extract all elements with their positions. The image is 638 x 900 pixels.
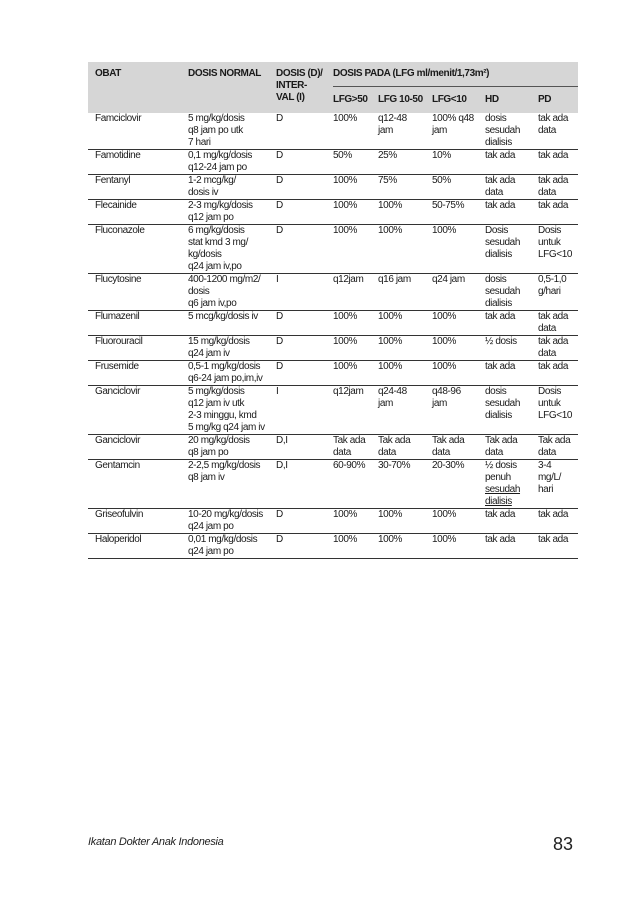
cell-obat-text: Frusemide [95,361,139,372]
cell-lfg-lt10-text: 20-30% [432,460,465,471]
cell-lfg-10-50 [378,274,432,311]
cell-pd [538,225,578,274]
cell-hd-text: tak ada [485,534,516,545]
cell-dosis-normal-text: 2-2,5 mg/kg/dosis q8 jam iv [188,460,261,483]
cell-lfg-10-50-text: 100% [378,336,402,347]
cell-dosis-normal [188,175,276,200]
cell-obat-text: Ganciclovir [95,435,141,446]
cell-hd [485,200,538,225]
cell-lfg-gt50-text: 100% [333,534,357,545]
cell-dosis-interval [276,200,333,225]
cell-obat [88,509,188,534]
cell-pd-text: 0,5-1,0 g/hari [538,274,567,297]
cell-lfg-10-50 [378,150,432,175]
cell-lfg-10-50-text: q24-48 jam [378,386,407,409]
cell-lfg-10-50 [378,361,432,386]
cell-dosis-normal [188,311,276,336]
cell-hd [485,435,538,460]
cell-dosis-normal-text: 0,1 mg/kg/dosis q12-24 jam po [188,150,253,173]
cell-obat-text: Flucytosine [95,274,142,285]
cell-pd-text: tak ada [538,200,569,211]
cell-obat-text: Fentanyl [95,175,131,186]
cell-lfg-10-50 [378,175,432,200]
cell-lfg-10-50-text: 30-70% [378,460,411,471]
cell-lfg-gt50 [333,361,378,386]
cell-hd-text: tak ada [485,509,516,520]
cell-dosis-normal [188,200,276,225]
cell-pd [538,460,578,509]
cell-hd-text: dosis sesudah dialisis [485,113,521,148]
cell-obat [88,534,188,559]
cell-dosis-normal-text: 5 mg/kg/dosis q8 jam po utk 7 hari [188,113,245,148]
cell-hd-text: tak ada [485,311,516,322]
cell-hd [485,311,538,336]
cell-lfg-gt50 [333,435,378,460]
cell-lfg-lt10 [432,534,485,559]
cell-lfg-lt10 [432,311,485,336]
cell-dosis-interval-text: D [276,336,283,347]
cell-dosis-interval [276,113,333,150]
cell-hd-text: ½ dosis [485,336,517,347]
cell-lfg-lt10 [432,361,485,386]
cell-dosis-interval [276,274,333,311]
renal-dosing-table [88,62,578,559]
cell-lfg-lt10-text: q48-96 jam [432,386,461,409]
cell-lfg-gt50 [333,113,378,150]
cell-pd-text: tak ada data [538,175,569,198]
cell-lfg-gt50-text: 100% [333,200,357,211]
cell-dosis-interval-text: D,I [276,460,288,471]
cell-dosis-interval [276,509,333,534]
cell-obat-text: Griseofulvin [95,509,143,520]
cell-dosis-normal [188,336,276,361]
cell-obat-text: Famciclovir [95,113,142,124]
cell-obat [88,200,188,225]
cell-hd [485,274,538,311]
cell-lfg-gt50 [333,534,378,559]
cell-lfg-10-50-text: 25% [378,150,397,161]
cell-dosis-normal-text: 6 mg/kg/dosis stat kmd 3 mg/ kg/dosis q24 jam iv,po [188,225,248,272]
cell-dosis-normal-text: 0,01 mg/kg/dosis q24 jam po [188,534,258,557]
cell-obat [88,113,188,150]
cell-hd [485,460,538,509]
cell-obat-text: Fluconazole [95,225,145,236]
table-row [88,386,578,435]
table-row [88,200,578,225]
cell-lfg-10-50 [378,386,432,435]
cell-lfg-10-50-text: 75% [378,175,397,186]
cell-lfg-lt10-text: 100% [432,361,456,372]
cell-dosis-normal [188,386,276,435]
cell-lfg-gt50-text: 100% [333,311,357,322]
cell-dosis-interval-text: D [276,509,283,520]
cell-lfg-10-50 [378,509,432,534]
cell-dosis-normal [188,113,276,150]
cell-lfg-10-50-text: 100% [378,225,402,236]
cell-dosis-interval [276,311,333,336]
cell-dosis-interval-text: D [276,113,283,124]
cell-lfg-lt10 [432,225,485,274]
cell-lfg-lt10 [432,336,485,361]
cell-pd [538,534,578,559]
footer-publisher: Ikatan Dokter Anak Indonesia [88,836,224,848]
cell-obat [88,274,188,311]
cell-dosis-normal [188,509,276,534]
cell-lfg-lt10 [432,200,485,225]
cell-dosis-interval-text: D [276,150,283,161]
cell-pd-text: tak ada [538,361,569,372]
cell-dosis-interval [276,336,333,361]
cell-lfg-10-50 [378,200,432,225]
cell-lfg-10-50-text: 100% [378,200,402,211]
cell-obat [88,460,188,509]
cell-pd [538,175,578,200]
cell-hd-text: tak ada [485,150,516,161]
cell-dosis-interval-text: D,I [276,435,288,446]
cell-obat-text: Famotidine [95,150,141,161]
cell-dosis-normal [188,225,276,274]
cell-dosis-interval [276,460,333,509]
cell-obat-text: Gentamcin [95,460,140,471]
cell-lfg-gt50-text: q12jam [333,274,364,285]
cell-lfg-lt10-text: 100% [432,336,456,347]
cell-lfg-gt50 [333,150,378,175]
cell-dosis-normal [188,460,276,509]
cell-lfg-lt10 [432,175,485,200]
cell-dosis-interval [276,435,333,460]
cell-lfg-gt50 [333,200,378,225]
header-pd: PD [538,87,578,114]
cell-dosis-normal [188,150,276,175]
cell-lfg-lt10 [432,386,485,435]
table-body [88,113,578,559]
cell-lfg-10-50-text: q16 jam [378,274,411,285]
cell-obat-text: Haloperidol [95,534,142,545]
cell-hd [485,361,538,386]
page-number: 83 [553,834,574,854]
cell-lfg-lt10-text: 100% [432,225,456,236]
table-row [88,336,578,361]
header-lfg-gt50: LFG>50 [333,87,378,114]
cell-lfg-10-50 [378,460,432,509]
cell-lfg-lt10 [432,435,485,460]
table-row [88,113,578,150]
cell-pd [538,113,578,150]
cell-obat [88,150,188,175]
header-dosis-normal: DOSIS NORMAL [188,62,276,113]
cell-dosis-interval [276,534,333,559]
cell-lfg-lt10-text: Tak ada data [432,435,465,458]
header-lfg-10-50: LFG 10-50 [378,87,432,114]
cell-lfg-10-50-text: 100% [378,534,402,545]
cell-lfg-10-50 [378,336,432,361]
cell-hd-text: tak ada [485,200,516,211]
table-row [88,509,578,534]
cell-pd-text: tak ada [538,534,569,545]
cell-lfg-10-50 [378,113,432,150]
cell-dosis-normal [188,361,276,386]
cell-lfg-10-50 [378,435,432,460]
cell-dosis-interval-text: D [276,200,283,211]
cell-dosis-interval [276,361,333,386]
cell-obat [88,336,188,361]
cell-lfg-gt50-text: 60-90% [333,460,366,471]
cell-lfg-lt10-text: 100% [432,311,456,322]
cell-lfg-gt50 [333,509,378,534]
cell-lfg-lt10-text: 100% [432,534,456,545]
cell-lfg-gt50-text: 50% [333,150,352,161]
cell-obat-text: Ganciclovir [95,386,141,397]
cell-lfg-10-50-text: Tak ada data [378,435,411,458]
cell-lfg-gt50-text: 100% [333,336,357,347]
cell-dosis-normal [188,274,276,311]
cell-hd-text: tak ada data [485,175,516,198]
cell-dosis-normal-text: 0,5-1 mg/kg/dosis q6-24 jam po,im,iv [188,361,263,384]
cell-dosis-normal-text: 20 mg/kg/dosis q8 jam po [188,435,250,458]
cell-hd [485,534,538,559]
cell-hd [485,509,538,534]
cell-dosis-interval-text: D [276,361,283,372]
cell-lfg-gt50-text: 100% [333,175,357,186]
cell-dosis-interval [276,225,333,274]
cell-lfg-10-50 [378,311,432,336]
cell-lfg-lt10 [432,274,485,311]
cell-dosis-normal-text: 5 mg/kg/dosis q12 jam iv utk 2-3 minggu, kmd 5 mg/kg q24 jam iv [188,386,265,433]
cell-dosis-interval [276,150,333,175]
cell-pd-text: tak ada data [538,336,569,359]
cell-hd [485,225,538,274]
cell-lfg-10-50-text: 100% [378,311,402,322]
cell-pd-text: 3-4 mg/L/ hari [538,460,562,495]
cell-hd-text: dosis sesudah dialisis [485,274,521,309]
cell-dosis-interval [276,175,333,200]
cell-pd-text: Dosis untuk LFG<10 [538,386,573,421]
cell-lfg-gt50-text: 100% [333,225,357,236]
cell-lfg-gt50 [333,225,378,274]
cell-pd-text: Dosis untuk LFG<10 [538,225,573,260]
table-row [88,534,578,559]
cell-hd-text: Dosis sesudah dialisis [485,225,521,260]
table-row [88,150,578,175]
cell-lfg-10-50-text: 100% [378,361,402,372]
cell-hd [485,150,538,175]
cell-hd-text: ½ dosis penuh [485,460,517,483]
cell-pd-text: Tak ada data [538,435,571,458]
cell-lfg-10-50 [378,225,432,274]
table-row [88,311,578,336]
cell-dosis-interval-text: D [276,225,283,236]
cell-dosis-normal-text: 15 mg/kg/dosis q24 jam iv [188,336,250,359]
cell-lfg-lt10-text: 100% [432,509,456,520]
cell-hd [485,386,538,435]
cell-hd [485,175,538,200]
cell-dosis-interval [276,386,333,435]
cell-obat [88,311,188,336]
cell-pd [538,361,578,386]
header-obat: OBAT [88,62,188,113]
cell-pd [538,336,578,361]
cell-lfg-lt10 [432,460,485,509]
cell-obat [88,386,188,435]
cell-lfg-lt10-text: 50% [432,175,451,186]
cell-lfg-lt10 [432,150,485,175]
cell-dosis-interval-text: I [276,274,279,285]
cell-lfg-lt10 [432,509,485,534]
cell-lfg-gt50-text: 100% [333,361,357,372]
cell-dosis-normal-text: 2-3 mg/kg/dosis q12 jam po [188,200,253,223]
cell-pd [538,311,578,336]
cell-lfg-10-50-text: 100% [378,509,402,520]
cell-obat [88,361,188,386]
table-row [88,435,578,460]
cell-lfg-gt50 [333,274,378,311]
cell-lfg-gt50-text: 100% [333,509,357,520]
header-dosis-pada-lfg: DOSIS PADA (LFG ml/menit/1,73m²) [333,62,578,87]
cell-hd-text: Tak ada data [485,435,518,458]
cell-lfg-gt50 [333,336,378,361]
cell-pd [538,386,578,435]
cell-lfg-lt10 [432,113,485,150]
cell-hd-text: tak ada [485,361,516,372]
cell-dosis-interval-text: D [276,175,283,186]
cell-pd-text: tak ada [538,150,569,161]
cell-obat [88,435,188,460]
cell-pd [538,150,578,175]
cell-obat-text: Fluorouracil [95,336,143,347]
header-lfg-lt10: LFG<10 [432,87,485,114]
cell-dosis-normal-text: 1-2 mcg/kg/ dosis iv [188,175,236,198]
cell-lfg-lt10-text: q24 jam [432,274,465,285]
cell-obat-text: Flumazenil [95,311,140,322]
cell-hd-underlined-text: sesudah dialisis [485,484,521,507]
table-row [88,175,578,200]
cell-dosis-normal-text: 5 mcg/kg/dosis iv [188,311,258,322]
cell-hd [485,113,538,150]
cell-lfg-gt50-text: Tak ada data [333,435,366,458]
table-row [88,460,578,509]
cell-pd-text: tak ada data [538,311,569,334]
cell-lfg-gt50 [333,311,378,336]
cell-pd [538,509,578,534]
cell-lfg-gt50 [333,175,378,200]
cell-dosis-normal-text: 10-20 mg/kg/dosis q24 jam po [188,509,263,532]
table-row [88,274,578,311]
cell-dosis-interval-text: D [276,534,283,545]
cell-dosis-interval-text: D [276,311,283,322]
cell-obat [88,225,188,274]
cell-pd-text: tak ada data [538,113,569,136]
cell-pd [538,274,578,311]
cell-lfg-gt50 [333,386,378,435]
cell-lfg-10-50 [378,534,432,559]
cell-pd [538,435,578,460]
cell-lfg-10-50-text: q12-48 jam [378,113,407,136]
cell-lfg-lt10-text: 10% [432,150,451,161]
cell-lfg-gt50-text: q12jam [333,386,364,397]
table-row [88,225,578,274]
table-header [88,62,578,113]
cell-dosis-normal [188,435,276,460]
cell-dosis-interval-text: I [276,386,279,397]
cell-dosis-normal [188,534,276,559]
cell-lfg-gt50-text: 100% [333,113,357,124]
cell-dosis-normal-text: 400-1200 mg/m2/ dosis q6 jam iv,po [188,274,261,309]
cell-hd [485,336,538,361]
cell-pd [538,200,578,225]
cell-lfg-gt50 [333,460,378,509]
cell-lfg-lt10-text: 50-75% [432,200,465,211]
cell-hd-text: dosis sesudah dialisis [485,386,521,421]
cell-lfg-lt10-text: 100% q48 jam [432,113,474,136]
header-dosis-interval: DOSIS (D)/ INTER- VAL (I) [276,62,333,113]
table-row [88,361,578,386]
cell-obat-text: Flecainide [95,200,137,211]
cell-obat [88,175,188,200]
cell-pd-text: tak ada [538,509,569,520]
header-hd: HD [485,87,538,114]
